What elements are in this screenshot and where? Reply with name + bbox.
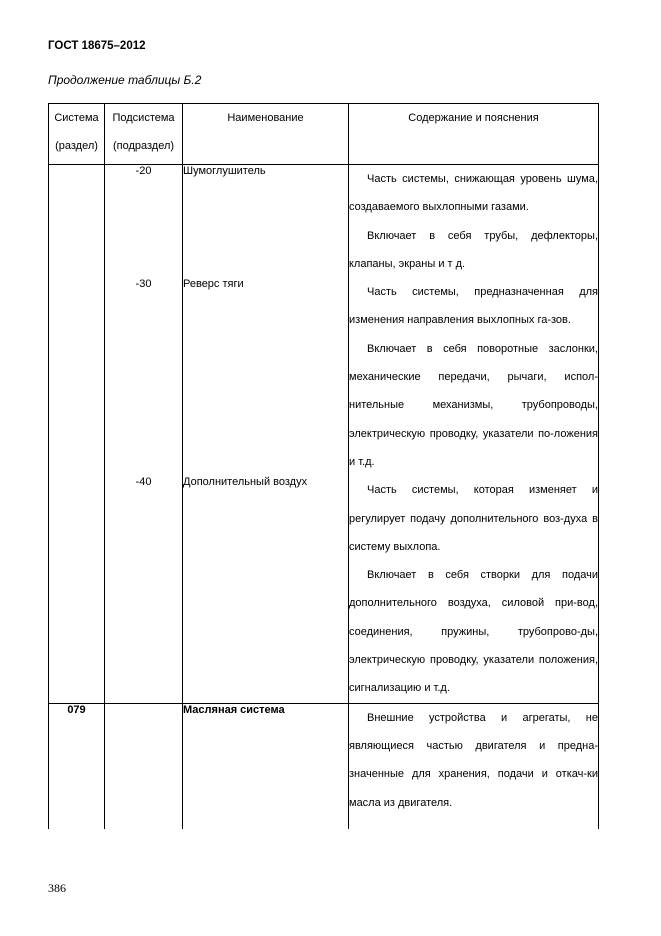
cell-name: Реверс тяги — [183, 278, 349, 476]
table-continuation-caption: Продолжение таблицы Б.2 — [48, 73, 202, 87]
cell-subsystem — [105, 703, 183, 817]
cell-description — [349, 703, 599, 817]
table-row — [49, 278, 599, 476]
cell-system — [49, 278, 105, 476]
description-paragraph: Часть системы, снижающая уровень шума, создаваемого выхлопными газами. — [349, 173, 598, 214]
cell-description — [349, 476, 599, 703]
page-number: 386 — [48, 881, 66, 895]
cell-description — [349, 165, 599, 279]
table-tail-row — [49, 817, 599, 829]
tail-cell — [105, 817, 183, 829]
cell-name: Шумоглушитель — [183, 165, 349, 279]
header-content: Содержание и пояснения — [349, 104, 599, 165]
description-paragraph: Включает в себя трубы, дефлекторы, клапаны, экраны и т д. — [349, 229, 598, 270]
header-name: Наименование — [183, 104, 349, 165]
cell-system — [49, 165, 105, 279]
tail-cell — [49, 817, 105, 829]
gost-table — [48, 103, 599, 829]
header-subsystem-line1: Подсистема — [112, 112, 175, 124]
header-system — [49, 104, 105, 165]
description-paragraph: Часть системы, предназначенная для изменения направления выхлопных га-зов. — [349, 286, 598, 327]
description-paragraph: Часть системы, которая изменяет и регулирует подачу дополнительного воз-духа в систему выхлопа. — [349, 484, 598, 553]
description-paragraph: Внешние устройства и агрегаты, не являющиеся частью двигателя и предна-значенные для хранения, подачи и откач-ки масла из двигателя. — [349, 711, 598, 809]
table-row — [49, 165, 599, 279]
cell-system — [49, 476, 105, 703]
header-subsystem — [105, 104, 183, 165]
cell-name: Дополнительный воздух — [183, 476, 349, 703]
table-row — [49, 703, 599, 817]
tail-cell — [349, 817, 599, 829]
description-paragraph: Включает в себя поворотные заслонки, механические передачи, рычаги, испол-нительные механизмы, трубопроводы, электрическую проводку, указатели по-ложения и т.д. — [349, 342, 598, 468]
header-subsystem-line2: (подраздел) — [112, 140, 175, 152]
cell-system: 079 — [49, 703, 105, 817]
document-header: ГОСТ 18675–2012 — [48, 40, 146, 52]
header-system-line2: (раздел) — [55, 140, 98, 152]
header-system-line1: Система — [54, 112, 99, 124]
table-row — [49, 476, 599, 703]
cell-description — [349, 278, 599, 476]
table-header-row — [49, 104, 599, 165]
cell-subsystem: -30 — [105, 278, 183, 476]
table-body — [49, 165, 599, 829]
cell-name: Масляная система — [183, 703, 349, 817]
cell-subsystem: -40 — [105, 476, 183, 703]
tail-cell — [183, 817, 349, 829]
cell-subsystem: -20 — [105, 165, 183, 279]
description-paragraph: Включает в себя створки для подачи дополнительного воздуха, силовой при-вод, соединения, пружины, трубопрово-ды, электрическую проводку, указатели положения, сигнализацию и т.д. — [349, 569, 598, 695]
